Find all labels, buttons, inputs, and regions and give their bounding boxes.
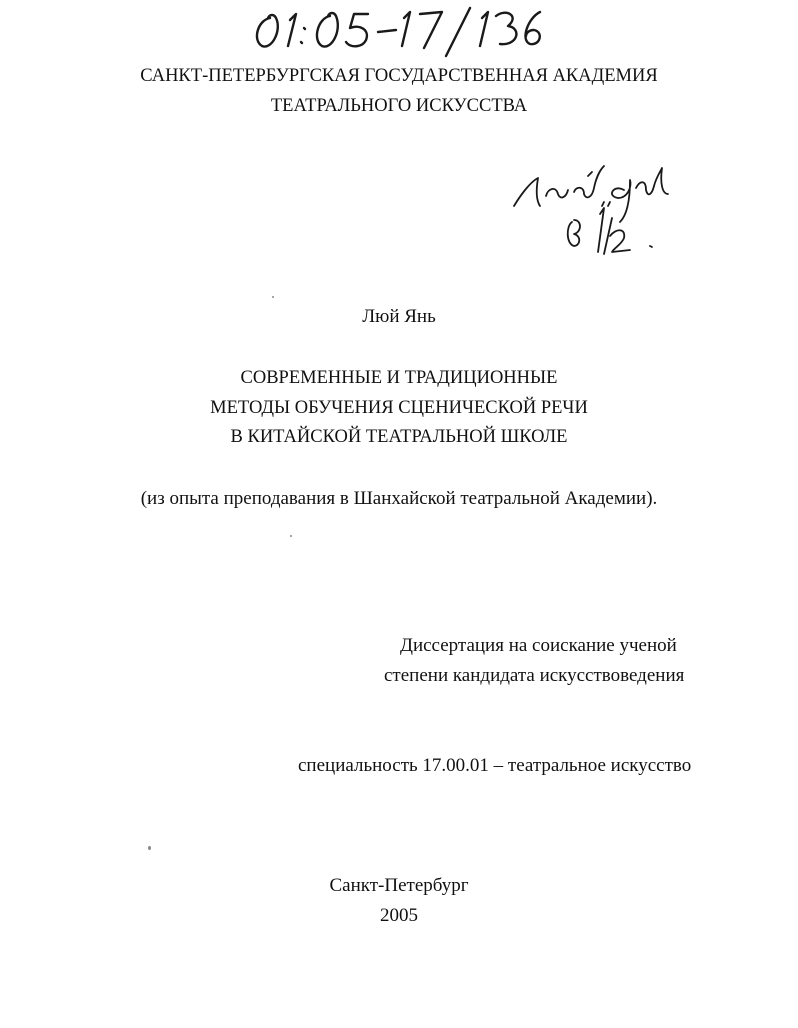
archive-code-handwriting: [257, 8, 540, 56]
scan-speck: [290, 535, 292, 537]
title-line-1: СОВРЕМЕННЫЕ И ТРАДИЦИОННЫЕ: [240, 368, 558, 388]
title-line-2: МЕТОДЫ ОБУЧЕНИЯ СЦЕНИЧЕСКОЙ РЕЧИ: [210, 398, 588, 418]
scan-speck: [272, 296, 274, 298]
title-line-3: В КИТАЙСКОЙ ТЕАТРАЛЬНОЙ ШКОЛЕ: [230, 427, 568, 447]
author-name: Люй Янь: [362, 306, 436, 327]
dissertation-line-2: степени кандидата искусствоведения: [384, 665, 685, 686]
specialty: специальность 17.00.01 – театральное искусство: [298, 755, 692, 776]
year: 2005: [380, 905, 418, 926]
handwritten-note: [514, 166, 668, 254]
dissertation-line-1: Диссертация на соискание ученой: [400, 635, 677, 656]
institution-line-1: САНКТ-ПЕТЕРБУРГСКАЯ ГОСУДАРСТВЕННАЯ АКАДЕМИЯ: [140, 66, 658, 86]
subtitle: (из опыта преподавания в Шанхайской театральной Академии).: [140, 488, 658, 509]
institution-line-2: ТЕАТРАЛЬНОГО ИСКУССТВА: [270, 96, 528, 116]
city: Санкт-Петербург: [329, 875, 469, 896]
scan-speck: [148, 846, 151, 850]
